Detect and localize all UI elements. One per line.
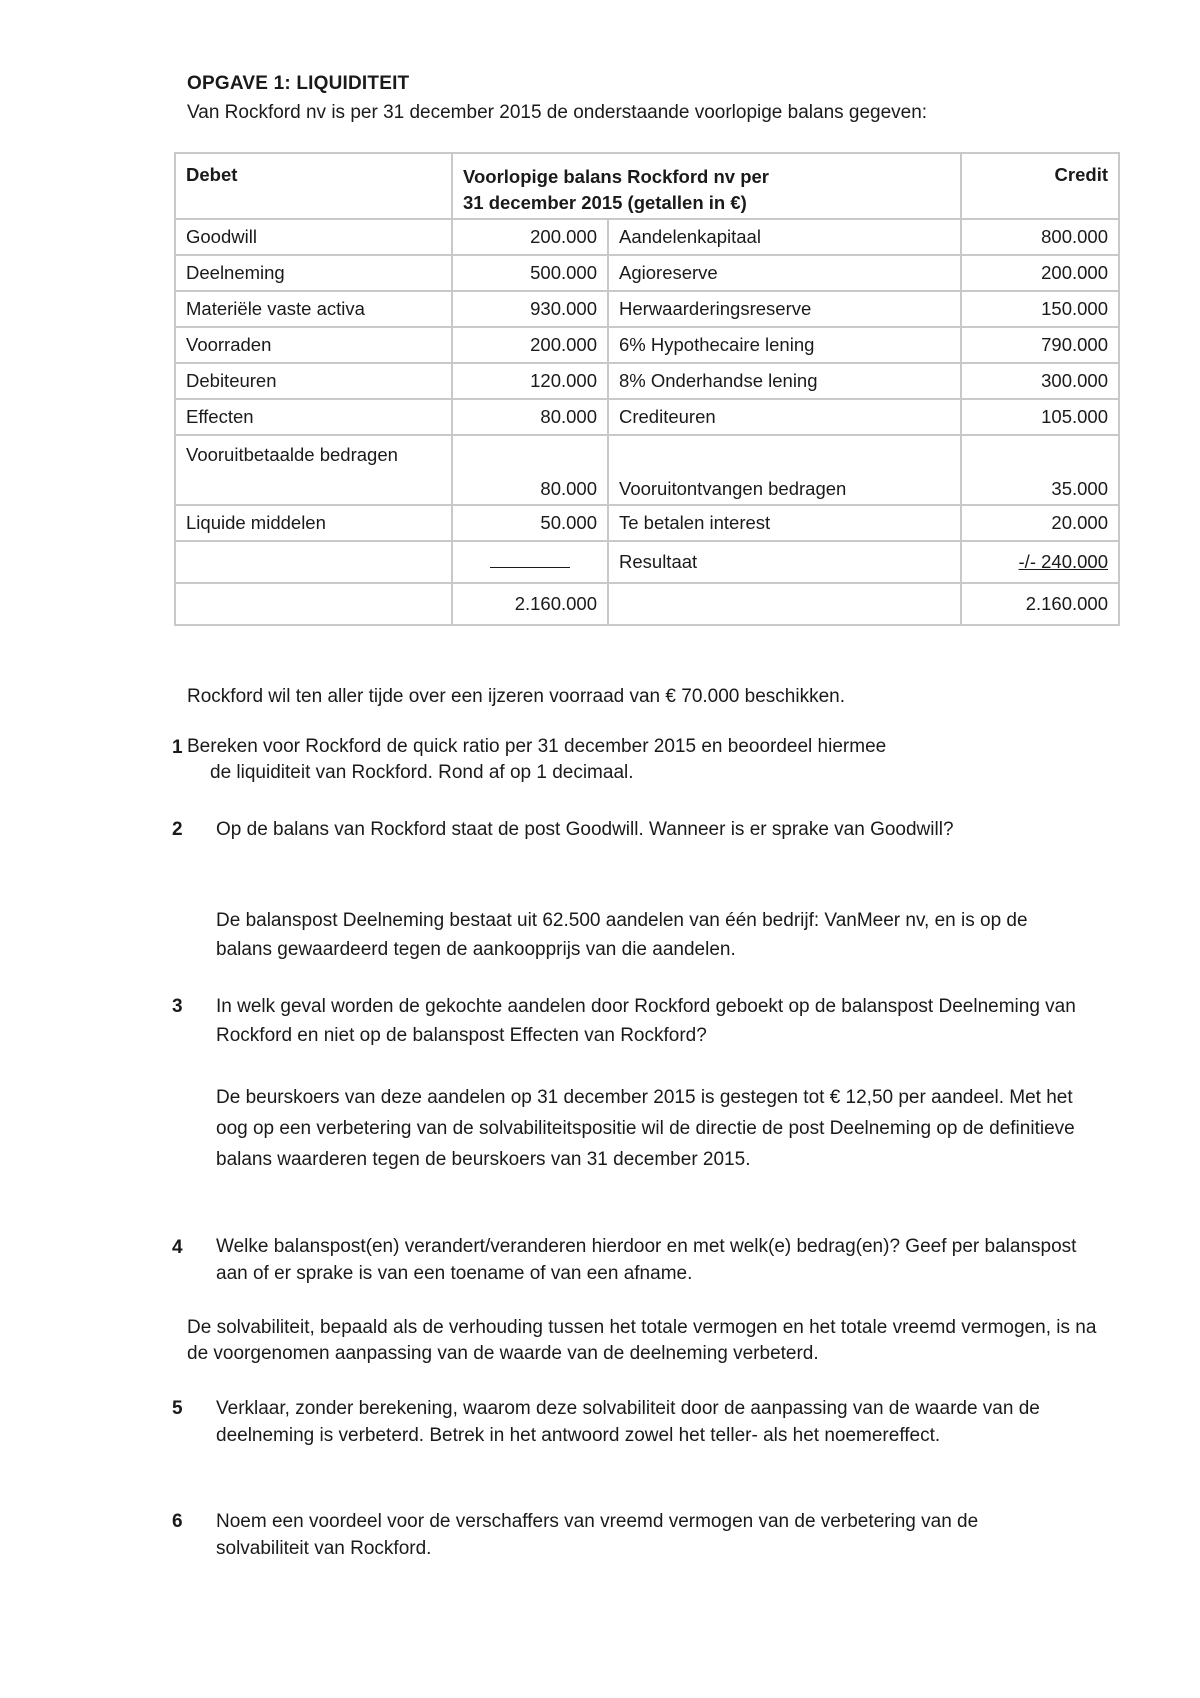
credit-label: Herwaarderingsreserve — [608, 291, 961, 327]
table-row — [175, 291, 1119, 327]
debet-value: 120.000 — [452, 363, 608, 399]
question-number-1: 1 — [172, 737, 183, 758]
credit-label: Aandelenkapitaal — [608, 219, 961, 255]
debet-label: Deelneming — [175, 255, 452, 291]
intro-text: Van Rockford nv is per 31 december 2015 de onderstaande voorlopige balans gegeven: — [187, 102, 928, 123]
question-5-text: Verklaar, zonder berekening, waarom deze solvabiliteit door de aanpassing van de waarde van de deelneming is verbeterd. Betrek in het antwoord zowel het teller- als het noemereffect. — [216, 1398, 1040, 1446]
question-2-text: Op de balans van Rockford staat de post Goodwill. Wanneer is er sprake van Goodwill? — [216, 819, 954, 840]
empty-cell — [608, 583, 961, 625]
credit-value: 200.000 — [961, 255, 1119, 291]
debet-value: 200.000 — [452, 327, 608, 363]
empty-cell — [175, 583, 452, 625]
credit-label: Te betalen interest — [608, 505, 961, 541]
credit-label: 8% Onderhandse lening — [608, 363, 961, 399]
header-title-line2: 31 december 2015 (getallen in €) — [463, 192, 747, 213]
question-1-line2: de liquiditeit van Rockford. Rond af op 1 decimaal. — [210, 762, 634, 783]
credit-value: 790.000 — [961, 327, 1119, 363]
credit-label: Crediteuren — [608, 399, 961, 435]
info-solvabiliteit: De solvabiliteit, bepaald als de verhouding tussen het totale vermogen en het totale vreemd vermogen, is na de voorgenomen aanpassing van de waarde van de deelneming verbeterd. — [187, 1317, 1097, 1364]
header-title-line1: Voorlopige balans Rockford nv per — [463, 166, 769, 187]
credit-value: 105.000 — [961, 399, 1119, 435]
header-credit: Credit — [961, 153, 1119, 219]
resultaat-value: -/- 240.000 — [1018, 551, 1108, 572]
question-number-2: 2 — [172, 819, 183, 840]
table-header-row — [175, 153, 1119, 219]
credit-label: Agioreserve — [608, 255, 961, 291]
debet-value: 930.000 — [452, 291, 608, 327]
debet-label: Vooruitbetaalde bedragen — [175, 435, 452, 505]
sum-line — [490, 553, 570, 568]
credit-value: 35.000 — [961, 435, 1119, 505]
header-balance-title — [452, 153, 961, 219]
debet-label: Goodwill — [175, 219, 452, 255]
table-row — [175, 399, 1119, 435]
table-row — [175, 219, 1119, 255]
resultaat-label: Resultaat — [608, 541, 961, 583]
info-beurskoers: De beurskoers van deze aandelen op 31 december 2015 is gestegen tot € 12,50 per aandeel. Met het oog op een verbetering van de solvabiliteitspositie wil de directie de post Deelneming op de definitieve balans waarderen tegen de beurskoers van 31 december 2015. — [216, 1087, 1075, 1170]
question-number-3: 3 — [172, 996, 183, 1017]
note-voorraad: Rockford wil ten aller tijde over een ijzeren voorraad van € 70.000 beschikken. — [187, 686, 845, 707]
credit-label: Vooruitontvangen bedragen — [608, 435, 961, 505]
credit-value: 300.000 — [961, 363, 1119, 399]
debet-value: 200.000 — [452, 219, 608, 255]
table-row — [175, 505, 1119, 541]
table-row — [175, 255, 1119, 291]
debet-label: Effecten — [175, 399, 452, 435]
credit-value: 800.000 — [961, 219, 1119, 255]
debet-value: 50.000 — [452, 505, 608, 541]
debet-value: 500.000 — [452, 255, 608, 291]
page-title: OPGAVE 1: LIQUIDITEIT — [187, 73, 410, 94]
credit-value: 20.000 — [961, 505, 1119, 541]
question-1-line1: Bereken voor Rockford de quick ratio per 31 december 2015 en beoordeel hiermee — [187, 736, 887, 757]
empty-cell — [175, 541, 452, 583]
question-number-6: 6 — [172, 1511, 183, 1532]
question-3-text: In welk geval worden de gekochte aandelen door Rockford geboekt op de balanspost Deelneming van Rockford en niet op de balanspost Effecten van Rockford? — [216, 996, 1076, 1046]
balance-sheet-table — [174, 152, 1120, 626]
question-4-text: Welke balanspost(en) verandert/veranderen hierdoor en met welk(e) bedrag(en)? Geef per balanspost aan of er sprake is van een toename of van een afname. — [216, 1236, 1077, 1284]
question-6-text: Noem een voordeel voor de verschaffers van vreemd vermogen van de verbetering van de solvabiliteit van Rockford. — [216, 1511, 979, 1559]
table-row — [175, 327, 1119, 363]
debet-value: 80.000 — [452, 435, 608, 505]
info-deelneming: De balanspost Deelneming bestaat uit 62.500 aandelen van één bedrijf: VanMeer nv, en is op de balans gewaardeerd tegen de aankoopprijs van die aandelen. — [216, 910, 1028, 960]
debet-label: Liquide middelen — [175, 505, 452, 541]
credit-value: 150.000 — [961, 291, 1119, 327]
debet-label: Voorraden — [175, 327, 452, 363]
total-credit: 2.160.000 — [961, 583, 1119, 625]
credit-label: 6% Hypothecaire lening — [608, 327, 961, 363]
header-debet: Debet — [175, 153, 452, 219]
totals-row — [175, 583, 1119, 625]
table-row — [175, 363, 1119, 399]
question-number-5: 5 — [172, 1398, 183, 1419]
resultaat-row — [175, 541, 1119, 583]
resultaat-value-cell — [961, 541, 1119, 583]
question-number-4: 4 — [172, 1237, 183, 1258]
sum-underline — [452, 541, 608, 583]
total-debet: 2.160.000 — [452, 583, 608, 625]
debet-label: Materiële vaste activa — [175, 291, 452, 327]
debet-label: Debiteuren — [175, 363, 452, 399]
table-row — [175, 435, 1119, 505]
debet-value: 80.000 — [452, 399, 608, 435]
